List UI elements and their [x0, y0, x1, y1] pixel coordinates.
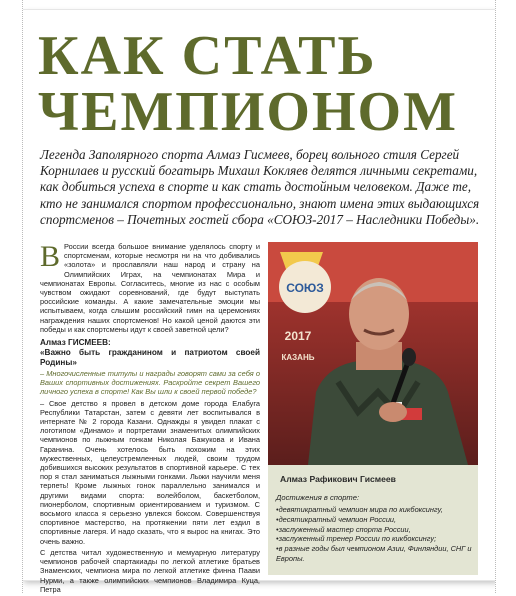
achievements-box: [268, 465, 478, 575]
interview-heading: [40, 338, 260, 368]
photo-caption: Алмаз Рафикович Гисмеев: [280, 474, 396, 484]
banner-year: 2017: [284, 329, 312, 343]
heading-name: Алмаз ГИСМЕЕВ:: [40, 338, 111, 348]
athlete-photo: [268, 242, 478, 465]
intro-text: России всегда большое внимание уделялось спорту и спортсменам, которые несмотря ни на что добивались «золота» и прославляли наш народ и страну на Олимпийских Играх, на чемпионатах Мира и чемпионатах Европы. Согласитесь, многие из нас с особым чувством ожидают соревнований, где будут выступать российские команды. А какие замечательные эмоции мы испытываем, когда слышим российский гимн на церемониях награждения наших спортсменов! Но какой ценой даются эти победы и как спортсмены идут к своей заветной цели?: [40, 242, 260, 334]
achievements-title: Достижения в спорте:: [276, 493, 360, 502]
interview-answer-1: – Свое детство я провел в детском доме города Елабуга Республики Татарстан, затем с девяти лет воспитывался в интернате № 2 города Казани. Однажды я увидел плакат с логотипом «Динамо» и портретами знаменитых олимпийских чемпионов по лыжным гонкам Николая Бажукова и Ивана Гаранина. Очень хотелось быть похожим на этих мужественных, целеустремленных людей, своим трудом добившихся высоких результатов в спортивной карьере. С тех пор я стал заниматься лыжными гонками. Лыжи научили меня терпеть! Кроме лыжных гонок параллельно занимался и другими видами спорта: волейболом, баскетболом, пионерболом, спортивным ориентированием и туризмом. С восьмого класса я серьезно увлекся боксом. Совершенствуя спортивное мастерство, на протяжении пяти лет ездил в спортивные лагеря. И надо сказать, что я вырос на книгах. Это очень важно.: [40, 398, 260, 546]
drop-cap: В: [40, 240, 61, 273]
banner-text: СОЮЗ: [286, 281, 324, 295]
achievement-item: • заслуженный тренер России по кикбоксингу;: [276, 534, 474, 544]
title-line-1: КАК СТАТЬ: [38, 25, 377, 87]
achievement-item: • в разные годы был чемпионом Азии, Финляндии, СНГ и Европы.: [276, 544, 474, 564]
interview-answer-2: С детства читал художественную и мемуарную литературу чемпионов рабочей спартакиады по легкой атлетике братьев Знаменских, чемпиона мира по легкой атлетике финна Паави Нурми, а также олимпийских чемпионов Владимира Куца, Петра: [40, 547, 260, 594]
banner-city: КАЗАНЬ: [281, 353, 315, 362]
lead-paragraph: Легенда Заполярного спорта Алмаз Гисмеев, борец вольного стиля Сергей Корнилаев и русский богатырь Михаил Кокляев делятся личными секретами, как добиться успеха в спорте и как стать достойным человеком. Даже те, кто не занимался спортом профессионально, знают имена этих выдающихся спортсменов – Почетных гостей сбора «СОЮЗ-2017 – Наследники Победы».: [40, 147, 480, 227]
achievements-list: [276, 505, 474, 564]
intro-paragraph: [40, 242, 260, 334]
achievement-item: • заслуженный мастер спорта России,: [276, 525, 474, 535]
heading-quote: «Важно быть гражданином и патриотом своей Родины»: [40, 348, 260, 368]
title-line-2: ЧЕМПИОНОМ: [38, 81, 458, 143]
torn-edge-left: [0, 0, 23, 593]
torn-edge-right: [495, 0, 516, 593]
achievement-item: • десятикратный чемпион России,: [276, 515, 474, 525]
article-column: [40, 242, 260, 596]
interview-question: – Многочисленные титулы и награды говорят сами за себя о Ваших спортивных достижениях. Раскройте секрет Вашего личного успеха в спорте! Как Вы шли к своей первой победе?: [40, 369, 260, 397]
achievement-item: • девятикратный чемпион мира по кикбоксингу,: [276, 505, 474, 515]
